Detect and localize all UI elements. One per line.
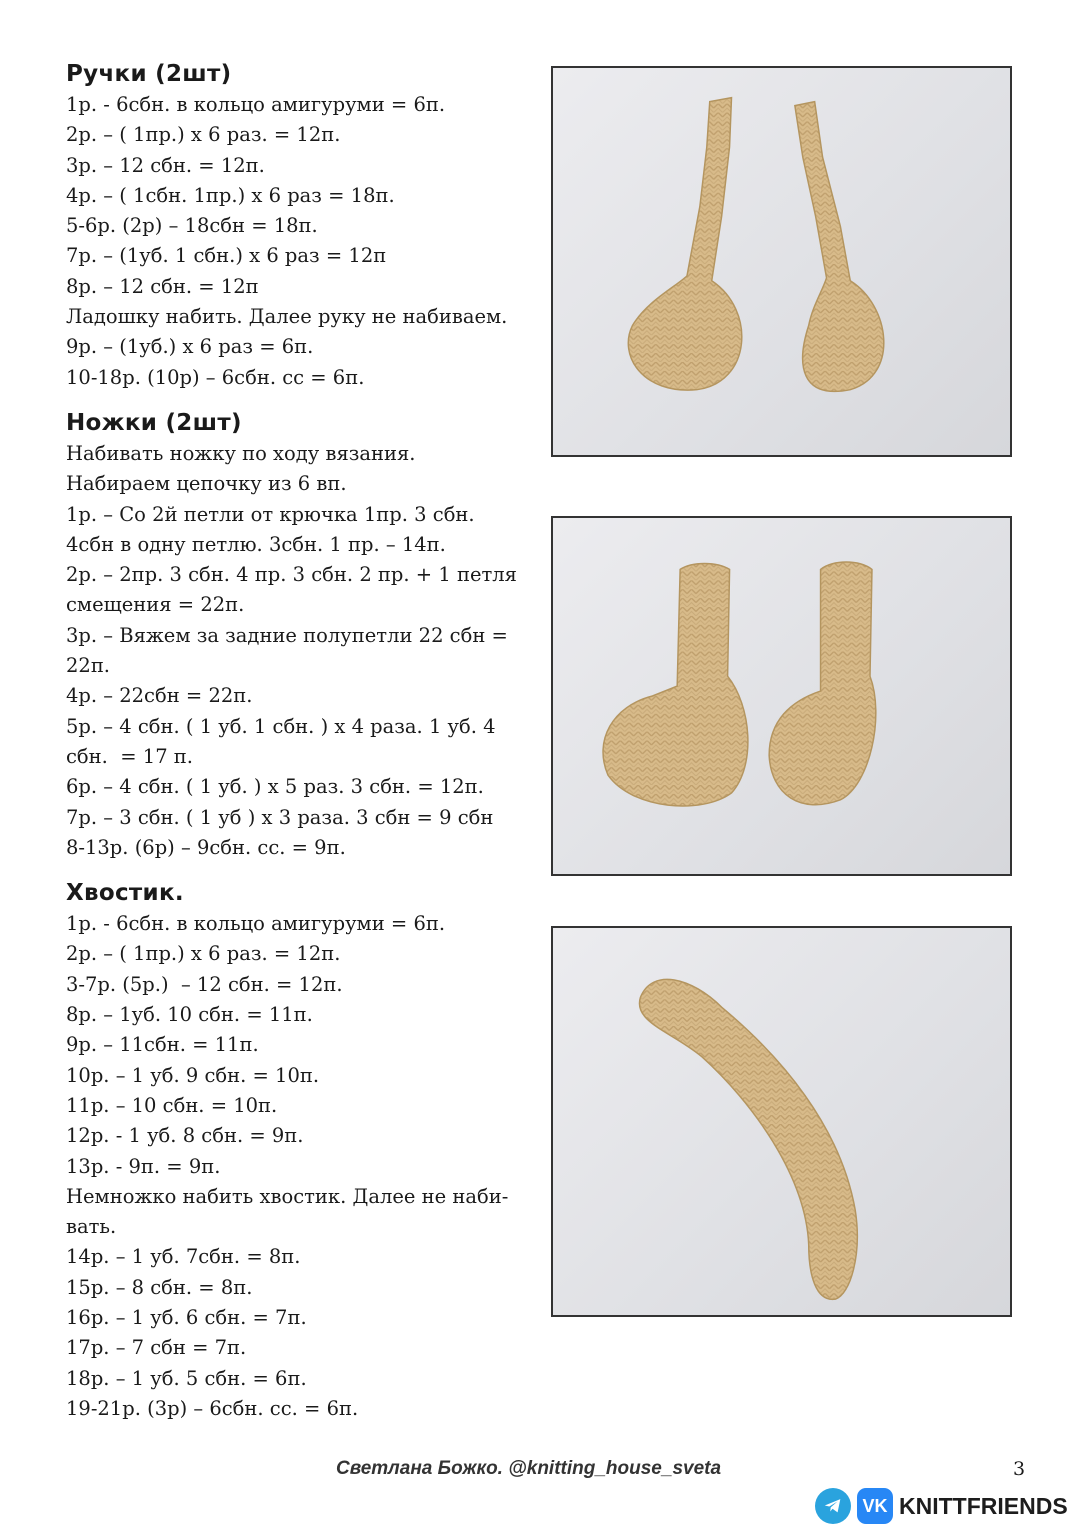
pattern-line: 16р. – 1 уб. 6 сбн. = 7п.	[66, 1305, 307, 1329]
pattern-line: 4сбн в одну петлю. 3сбн. 1 пр. – 14п.	[66, 532, 446, 556]
pattern-line: 6р. – 4 сбн. ( 1 уб. ) х 5 раз. 3 сбн. = 12п.	[66, 775, 484, 799]
tail-illustration	[553, 928, 1010, 1315]
arms-lines	[66, 90, 536, 393]
pattern-line: 5р. – 4 сбн. ( 1 уб. 1 сбн. ) х 4 раза. 1 уб. 4	[66, 714, 496, 738]
vk-icon[interactable]: VK	[857, 1488, 893, 1524]
pattern-line: смещения = 22п.	[66, 593, 245, 617]
pattern-line: 10р. – 1 уб. 9 сбн. = 10п.	[66, 1063, 320, 1087]
pattern-line: 3р. – 12 сбн. = 12п.	[66, 153, 265, 177]
pattern-line: 1р. – Со 2й петли от крючка 1пр. 3 сбн.	[66, 502, 475, 526]
pattern-line: 1р. - 6сбн. в кольцо амигуруми = 6п.	[66, 912, 446, 936]
arms-illustration	[553, 68, 1010, 455]
pattern-line: 9р. – 11сбн. = 11п.	[66, 1033, 259, 1057]
section-title-arms: Ручки (2шт)	[66, 61, 232, 87]
brand-name: KNITTFRIENDS	[899, 1492, 1068, 1519]
pattern-line: Набивать ножку по ходу вязания.	[66, 441, 416, 465]
pattern-line: Набираем цепочку из 6 вп.	[66, 472, 347, 496]
pattern-line: 17р. – 7 сбн = 7п.	[66, 1336, 247, 1360]
pattern-line: 12р. - 1 уб. 8 сбн. = 9п.	[66, 1124, 304, 1148]
section-legs	[66, 407, 536, 863]
pattern-line: 2р. – 2пр. 3 сбн. 4 пр. 3 сбн. 2 пр. + 1 петля	[66, 563, 517, 587]
pattern-line: Немножко набить хвостик. Далее не наби-	[66, 1184, 509, 1208]
pattern-line: 2р. – ( 1пр.) х 6 раз. = 12п.	[66, 123, 341, 147]
footer-author: Светлана Божко. @knitting_house_sveta	[336, 1458, 722, 1479]
pattern-line: 7р. – (1уб. 1 сбн.) х 6 раз = 12п	[66, 244, 387, 268]
pattern-line: 9р. – (1уб.) х 6 раз = 6п.	[66, 335, 314, 359]
pattern-line: 5-6р. (2р) – 18сбн = 18п.	[66, 214, 318, 238]
pattern-line: сбн. = 17 п.	[66, 744, 193, 768]
pattern-line: 7р. – 3 сбн. ( 1 уб ) х 3 раза. 3 сбн = 9 сбн	[66, 805, 494, 829]
pattern-line: 18р. – 1 уб. 5 сбн. = 6п.	[66, 1366, 307, 1390]
pattern-line: 3-7р. (5р.) – 12 сбн. = 12п.	[66, 972, 343, 996]
pattern-line: 22п.	[66, 654, 111, 678]
tail-lines	[66, 909, 536, 1424]
pattern-line: 4р. – ( 1сбн. 1пр.) х 6 раз = 18п.	[66, 183, 395, 207]
pattern-line: 8р. – 1уб. 10 сбн. = 11п.	[66, 1003, 313, 1027]
arms-photo	[551, 66, 1012, 457]
pattern-line: 2р. – ( 1пр.) х 6 раз. = 12п.	[66, 942, 341, 966]
pattern-line: 4р. – 22сбн = 22п.	[66, 684, 253, 708]
legs-lines	[66, 439, 536, 863]
pattern-line: 10-18р. (10р) – 6сбн. сс = 6п.	[66, 365, 365, 389]
pattern-line: 11р. – 10 сбн. = 10п.	[66, 1093, 278, 1117]
section-tail	[66, 877, 536, 1424]
pattern-line: 15р. – 8 сбн. = 8п.	[66, 1275, 253, 1299]
section-arms	[66, 58, 536, 393]
pattern-line: 8-13р. (6р) – 9сбн. сс. = 9п.	[66, 835, 346, 859]
brand-bar	[815, 1486, 1068, 1526]
legs-photo	[551, 516, 1012, 876]
page-number: 3	[1013, 1458, 1026, 1480]
section-title-legs: Ножки (2шт)	[66, 409, 242, 436]
pattern-line: 3р. – Вяжем за задние полупетли 22 сбн =	[66, 623, 508, 647]
pattern-line: вать.	[66, 1215, 117, 1239]
telegram-icon[interactable]	[815, 1488, 851, 1524]
pattern-line: 13р. - 9п. = 9п.	[66, 1154, 221, 1178]
section-title-tail: Хвостик.	[66, 880, 184, 907]
pattern-line: 1р. - 6сбн. в кольцо амигуруми = 6п.	[66, 93, 446, 116]
tail-photo	[551, 926, 1012, 1317]
pattern-line: Ладошку набить. Далее руку не набиваем.	[66, 305, 508, 329]
pattern-line: 14р. – 1 уб. 7сбн. = 8п.	[66, 1245, 301, 1269]
pattern-line: 19-21р. (3р) – 6сбн. сс. = 6п.	[66, 1396, 359, 1420]
pattern-line: 8р. – 12 сбн. = 12п	[66, 274, 259, 298]
legs-illustration	[553, 518, 1010, 874]
pattern-text-column	[66, 58, 536, 1438]
